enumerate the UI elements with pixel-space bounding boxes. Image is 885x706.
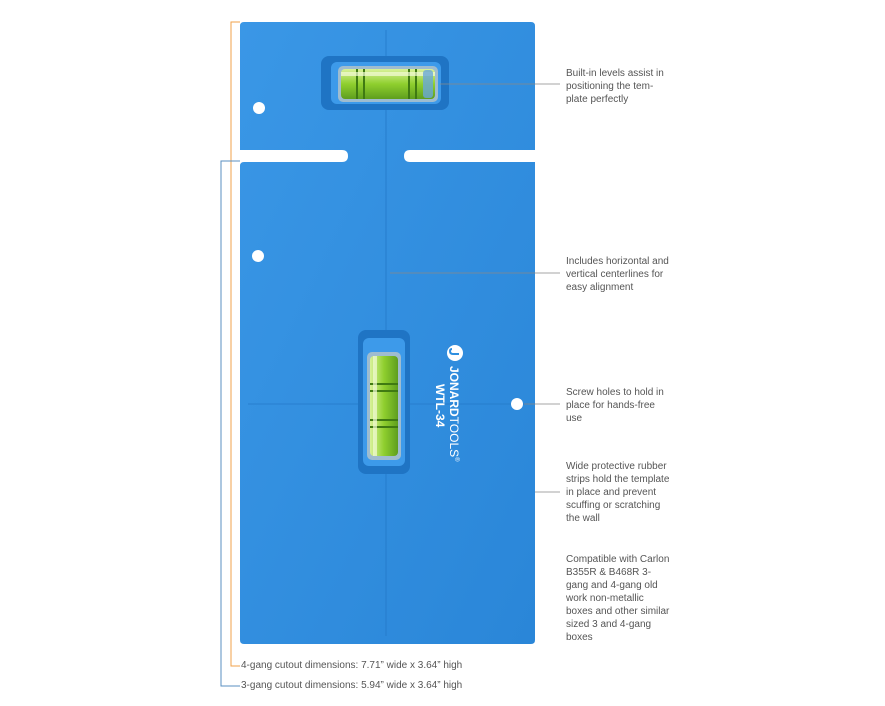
screw-hole — [253, 102, 265, 114]
model-number: WTL-34 — [433, 384, 447, 428]
callout-compatibility: Compatible with Carlon B355R & B468R 3-gang and 4-gang old work non-metallic boxes and other similar sized 3 and 4-gang boxes — [566, 554, 670, 643]
callout-screw-holes: Screw holes to hold in place for hands-free use — [566, 387, 664, 424]
dimension-bracket-4gang — [231, 22, 240, 666]
dimension-4gang-text: 4-gang cutout dimensions: 7.71” wide x 3.64” high — [241, 660, 463, 671]
brand-name: JONARDTOOLS® — [447, 366, 461, 462]
callout-built-in-levels: Built-in levels assist in positioning the tem-plate perfectly — [566, 68, 664, 105]
screw-hole — [511, 398, 523, 410]
screw-hole — [252, 250, 264, 262]
callout-rubber-strips: Wide protective rubber strips hold the template in place and prevent scuffing or scratching the wall — [566, 461, 670, 524]
callout-centerlines: Includes horizontal and vertical centerlines for easy alignment — [566, 256, 669, 293]
horizontal-level-vial — [321, 56, 449, 110]
dimension-3gang-text: 3-gang cutout dimensions: 5.94” wide x 3.64” high — [241, 680, 463, 691]
vertical-level-vial — [358, 330, 410, 474]
